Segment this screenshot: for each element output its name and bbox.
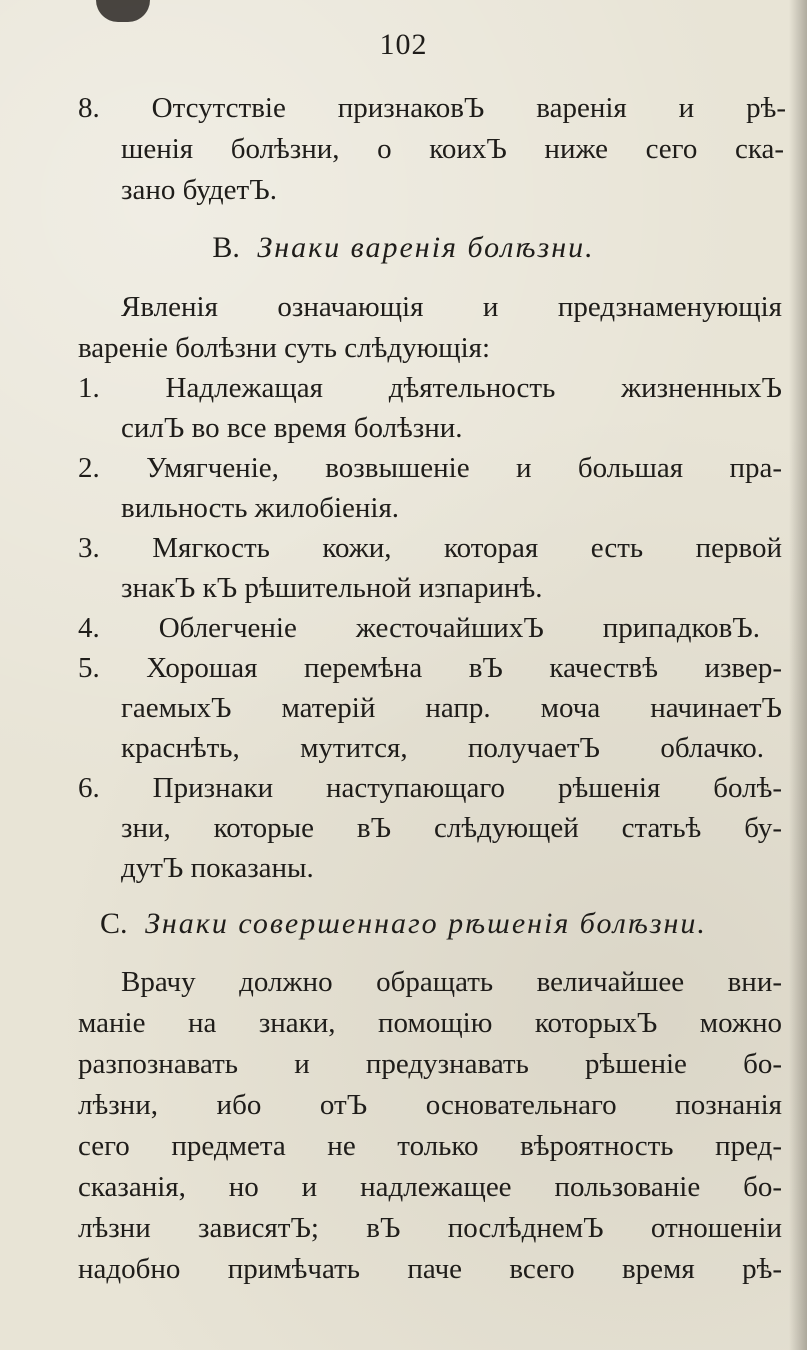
section-c-title: Знаки совершеннаго рѣшенія болѣзни.	[145, 907, 707, 940]
item-8-line-3: зано будетЪ.	[121, 174, 277, 206]
list-b-line-2: силЪ во все время болѣзни.	[121, 412, 463, 444]
para-c-line-7: лѣзни зависятЪ; вЪ послѣднемЪ отношеніи	[78, 1212, 782, 1244]
item-8-line-2: шенія болѣзни, о коихЪ ниже сего ска-	[121, 133, 784, 165]
list-b-line-4: вильность жилобіенія.	[121, 492, 400, 524]
list-b-line-11: 6. Признаки наступающаго рѣшенія болѣ-	[78, 772, 782, 804]
section-b-heading	[0, 228, 807, 268]
para-c-line-1: Врачу должно обращать величайшее вни-	[121, 966, 782, 998]
list-b-line-7: 4. Облегченіе жесточайшихЪ припадковЪ.	[78, 612, 760, 644]
ink-stain	[96, 0, 150, 22]
para-c-line-2: маніе на знаки, помощію которыхЪ можно	[78, 1007, 782, 1039]
list-b-line-13: дутЪ показаны.	[121, 852, 314, 884]
para-c-line-3: разпознавать и предузнавать рѣшеніе бо-	[78, 1048, 782, 1080]
list-b-line-9: гаемыхЪ матерій напр. моча начинаетЪ	[121, 692, 782, 724]
para-c-line-8: надобно примѣчать паче всего время рѣ-	[78, 1253, 782, 1285]
list-b-line-10: краснѣть, мутится, получаетЪ облачко.	[121, 732, 764, 764]
section-c-heading	[0, 904, 807, 944]
para-c-line-5: сего предмета не только вѣроятность пред-	[78, 1130, 782, 1162]
list-b-line-1: 1. Надлежащая дѣятельность жизненныхЪ	[78, 372, 782, 404]
item-8-line-1: 8. Отсутствіе признаковЪ варенія и рѣ-	[78, 92, 786, 124]
page-number: 102	[379, 28, 428, 61]
list-b-line-12: зни, которые вЪ слѣдующей статьѣ бу-	[121, 812, 782, 844]
intro-b-line-1: Явленія означающія и предзнаменующія	[121, 291, 782, 323]
list-b-line-8: 5. Хорошая перемѣна вЪ качествѣ извер-	[78, 652, 782, 684]
list-b-line-3: 2. Умягченіе, возвышеніе и большая пра-	[78, 452, 782, 484]
para-c-line-4: лѣзни, ибо отЪ основательнаго познанія	[78, 1089, 782, 1121]
section-b-mark: B.	[212, 231, 240, 264]
list-b-line-5: 3. Мягкость кожи, которая есть первой	[78, 532, 782, 564]
intro-b-line-2: вареніе болѣзни суть слѣдующія:	[78, 332, 491, 364]
list-b-line-6: знакЪ кЪ рѣшительной изпаринѣ.	[121, 572, 543, 604]
section-b-title: Знаки варенія болѣзни.	[257, 231, 595, 264]
page-edge-shadow	[789, 0, 807, 1350]
para-c-line-6: сказанія, но и надлежащее пользованіе бо-	[78, 1171, 782, 1203]
section-c-mark: C.	[100, 907, 128, 940]
